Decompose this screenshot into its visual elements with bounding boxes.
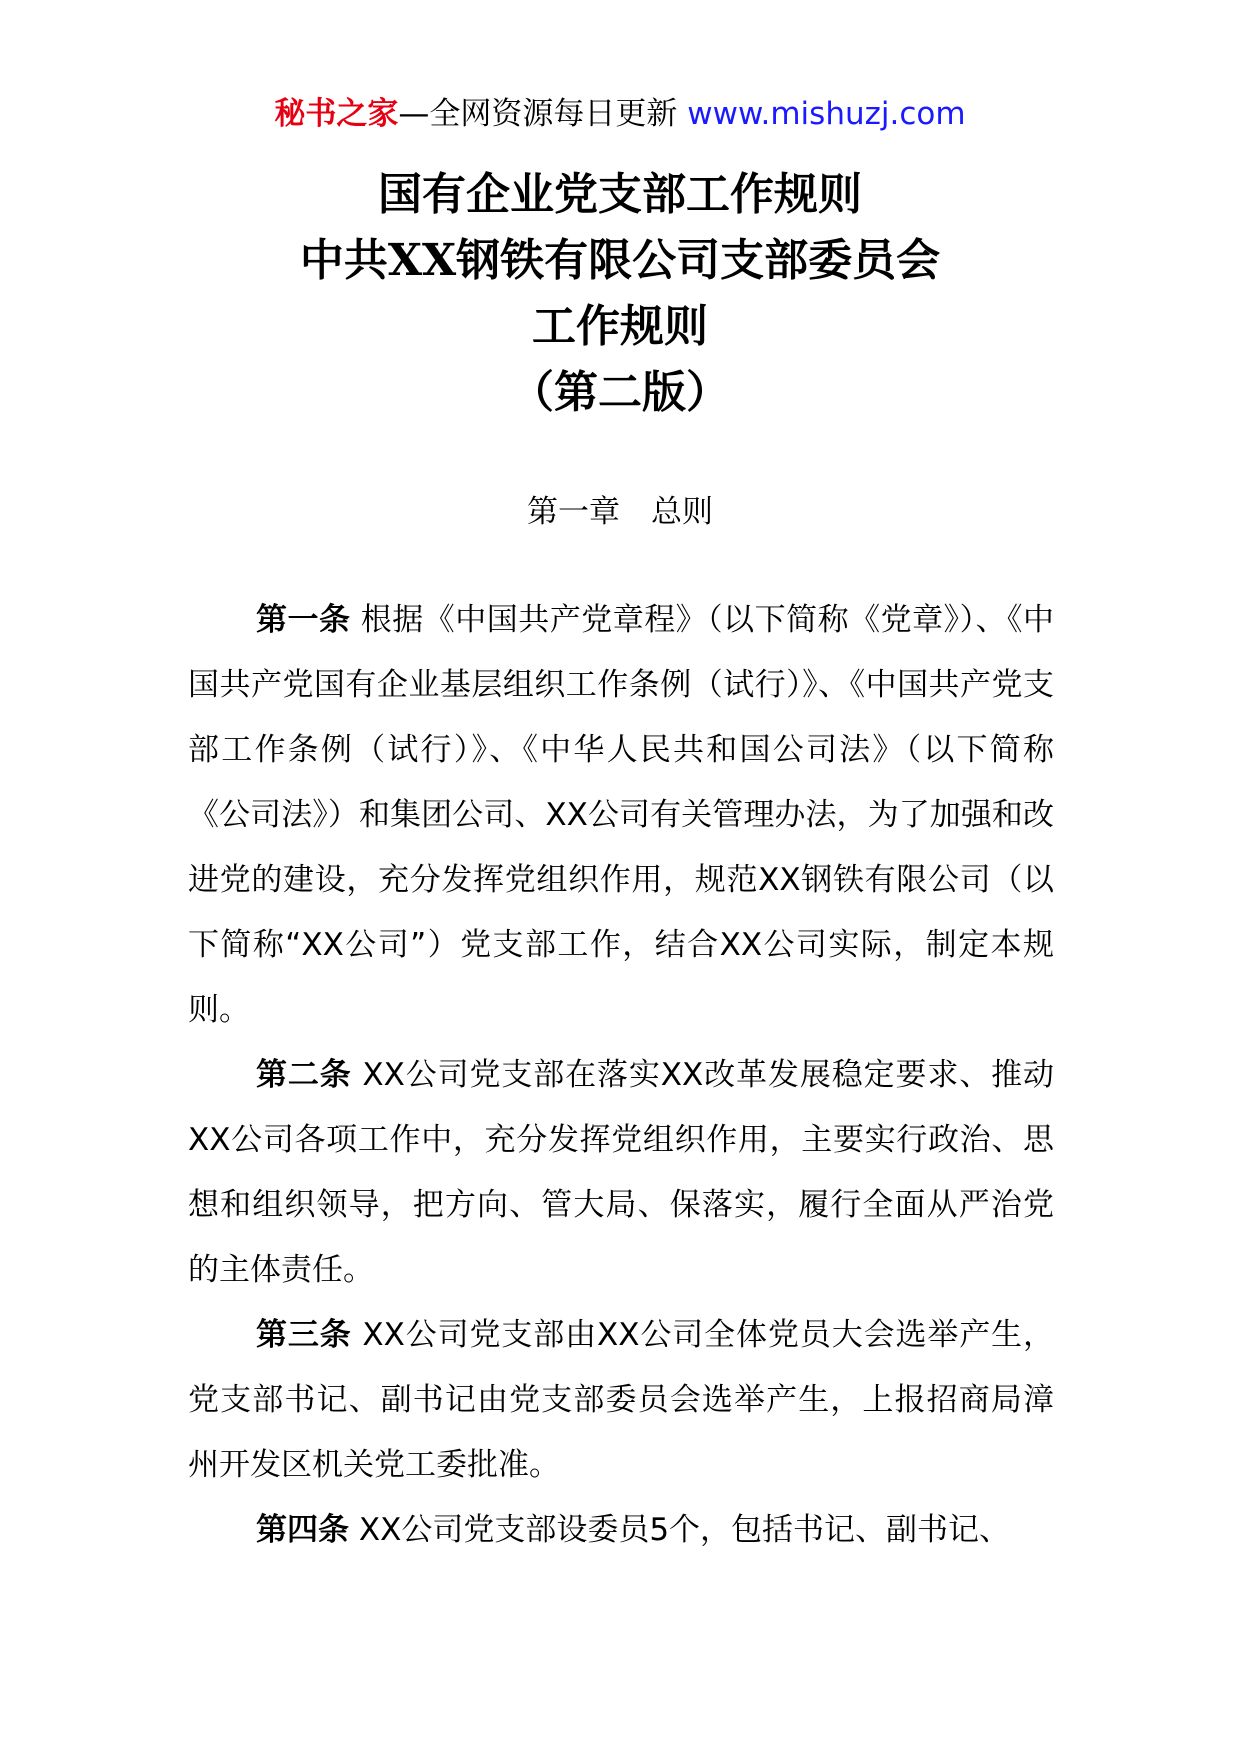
site-url-link[interactable]: www.mishuzj.com	[687, 96, 966, 132]
article-text: XX公司党支部在落实XX改革发展稳定要求、推动XX公司各项工作中，充分发挥党组织作用，主要实行政治、思想和组织领导，把方向、管大局、保落实，履行全面从严治党的主体责任。	[188, 1057, 1054, 1288]
site-banner	[0, 94, 1240, 134]
article-number: 第一条	[256, 602, 351, 638]
document-body	[188, 588, 1054, 1563]
article-2	[188, 1043, 1054, 1303]
chapter-heading: 第一章 总则	[527, 494, 713, 530]
site-slogan: —全网资源每日更新	[398, 96, 688, 132]
article-number: 第四条	[256, 1512, 349, 1548]
document-title: 国有企业党支部工作规则	[378, 169, 862, 220]
site-brand: 秘书之家	[274, 96, 399, 132]
organization-title: 中共XX钢铁有限公司支部委员会	[299, 235, 941, 286]
article-4	[188, 1498, 1054, 1563]
edition-title: （第二版）	[510, 367, 730, 418]
article-3	[188, 1303, 1054, 1498]
article-text: 根据《中国共产党章程》（以下简称《党章》）、《中国共产党国有企业基层组织工作条例（试行）》、《中国共产党支部工作条例（试行）》、《中华人民共和国公司法》（以下简称《公司法》）和集团公司、XX公司有关管理办法，为了加强和改进党的建设，充分发挥党组织作用，规范XX钢铁有限公司（以下简称“XX公司”）党支部工作，结合XX公司实际，制定本规则。	[188, 602, 1055, 1028]
article-text: XX公司党支部由XX公司全体党员大会选举产生，党支部书记、副书记由党支部委员会选举产生，上报招商局漳州开发区机关党工委批准。	[188, 1317, 1054, 1483]
document-title-block	[0, 162, 1240, 426]
article-text: XX公司党支部设委员5个，包括书记、副书记、	[349, 1512, 1011, 1548]
article-number: 第二条	[256, 1057, 352, 1093]
article-1	[188, 588, 1054, 1043]
rules-title: 工作规则	[532, 301, 708, 352]
article-number: 第三条	[256, 1317, 352, 1353]
